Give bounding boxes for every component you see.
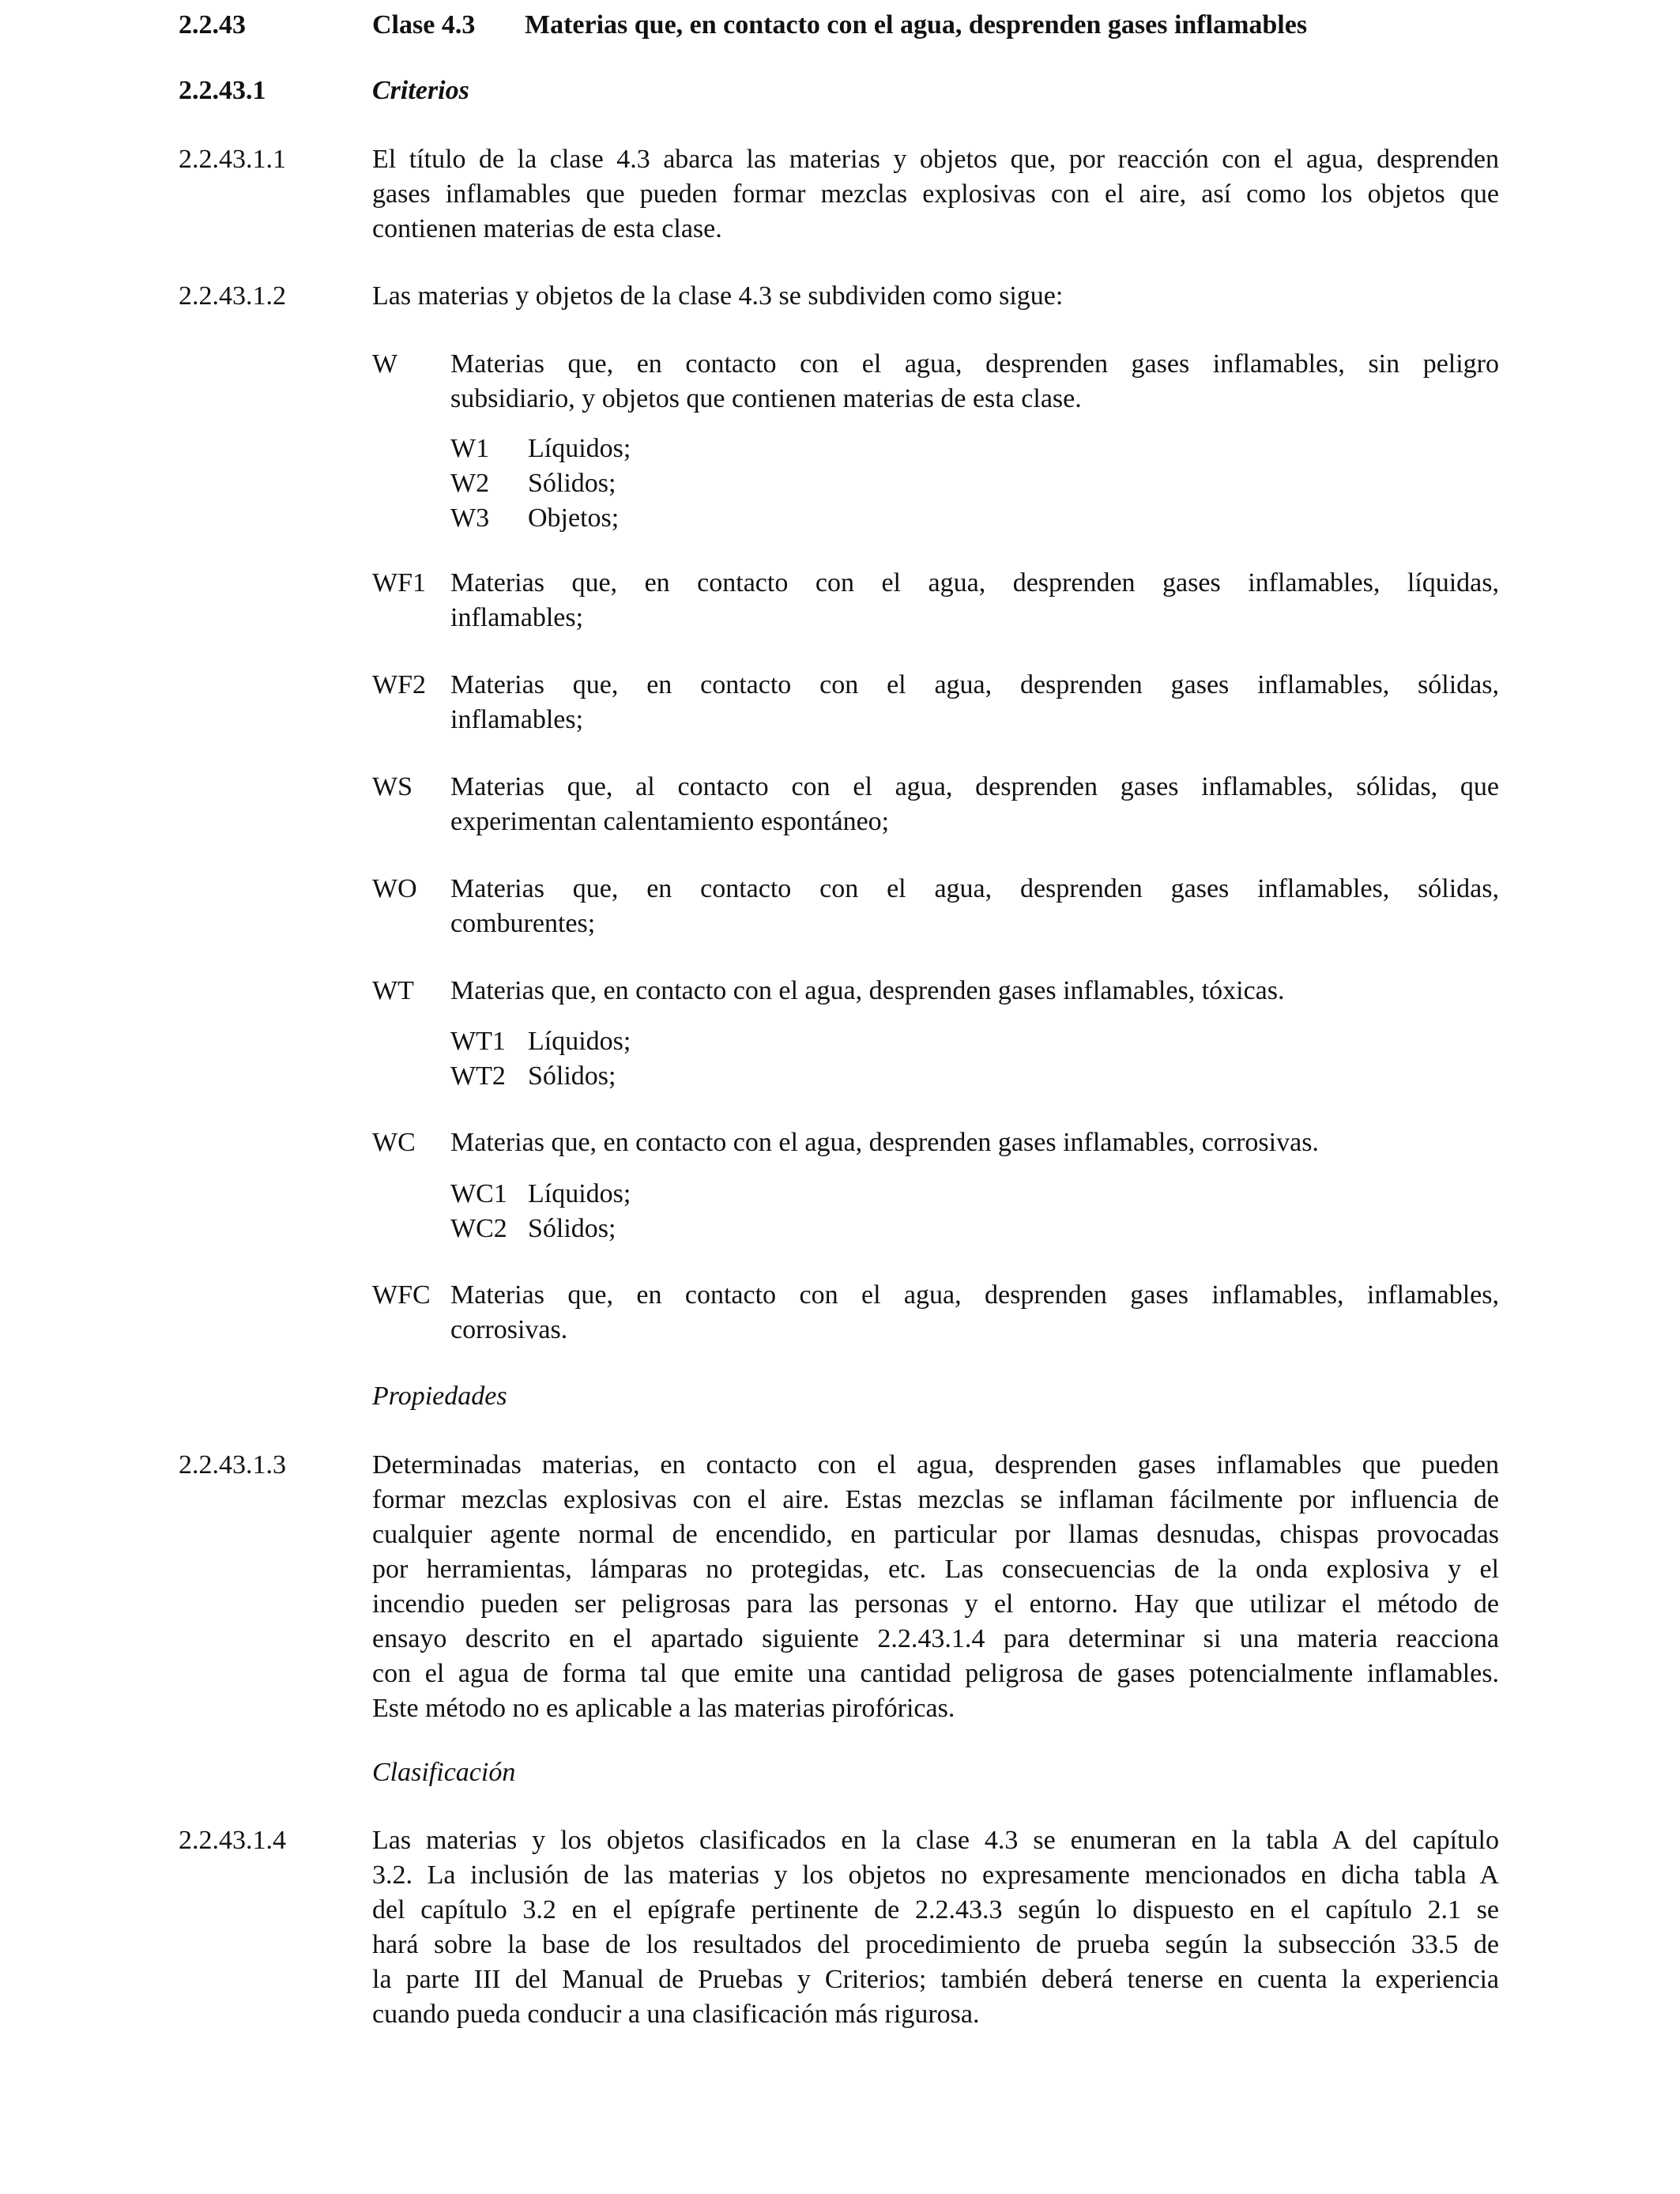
text-line: inflamables; (450, 603, 584, 632)
text-line: experimentan calentamiento espontáneo; (450, 807, 890, 836)
group-code: WT (372, 976, 414, 1005)
subheading-propiedades (372, 1379, 507, 1414)
group-code: WS (372, 772, 412, 801)
text-line: cuando pueda conducir a una clasificación más rigurosa. (372, 2000, 980, 2029)
paragraph-text (372, 142, 1499, 247)
text-line: El título de la clase 4.3 abarca las materias y objetos que, por reacción con el agua, desprenden (372, 145, 1499, 174)
subgroup-code: WC2 (450, 1214, 507, 1243)
paragraph-text (372, 1448, 1499, 1726)
text-line: la parte III del Manual de Pruebas y Criterios; también deberá tenerse en cuenta la experiencia (372, 1965, 1499, 1994)
subgroup-text: Sólidos; (528, 469, 616, 498)
text-line: Materias que, al contacto con el agua, desprenden gases inflamables, sólidas, que (450, 772, 1499, 801)
text-line: gases inflamables que pueden formar mezclas explosivas con el aire, así como los objetos que (372, 179, 1499, 209)
paragraph-number: 2.2.43.1.2 (179, 281, 286, 311)
text-line: Materias que, en contacto con el agua, desprenden gases inflamables, tóxicas. (450, 976, 1285, 1005)
text-line: hará sobre la base de los resultados del procedimiento de prueba según la subsección 33.5 de (372, 1930, 1499, 1959)
group-code: WO (372, 874, 417, 903)
subgroup-text: Líquidos; (528, 434, 631, 463)
subsection-title: Criterios (372, 76, 469, 105)
text-line: Materias que, en contacto con el agua, desprenden gases inflamables, sólidas, (450, 670, 1499, 699)
section-number: 2.2.43 (179, 10, 246, 40)
subgroup-text: Objetos; (528, 503, 620, 533)
text-line: del capítulo 3.2 en el epígrafe pertinente de 2.2.43.3 según lo dispuesto en el capítulo 2.1 se (372, 1895, 1499, 1924)
text-line: Materias que, en contacto con el agua, desprenden gases inflamables, sin peligro (450, 349, 1499, 379)
group-description (450, 872, 1499, 941)
text-line: Las materias y los objetos clasificados en la clase 4.3 se enumeran en la tabla A del capítulo (372, 1826, 1499, 1855)
subheading-clasificacion (372, 1755, 515, 1790)
subgroup-code: W3 (450, 503, 490, 533)
subgroup-text: Sólidos; (528, 1214, 616, 1243)
group-description (450, 1278, 1499, 1348)
subgroup-code: WT1 (450, 1027, 506, 1056)
class-label: Clase 4.3 (372, 10, 476, 40)
text-line: ensayo descrito en el apartado siguiente 2.2.43.1.4 para determinar si una materia reacciona (372, 1624, 1499, 1653)
paragraph-number: 2.2.43.1.3 (179, 1450, 286, 1480)
subgroup-text: Líquidos; (528, 1027, 631, 1056)
subgroup-text: Líquidos; (528, 1179, 631, 1208)
subgroup-code: WC1 (450, 1179, 507, 1208)
group-code: WC (372, 1128, 416, 1157)
text-line: incendio pueden ser peligrosas para las personas y el entorno. Hay que utilizar el método de (372, 1589, 1499, 1619)
text-line: con el agua de forma tal que emite una cantidad peligrosa de gases potencialmente inflamables. (372, 1659, 1499, 1688)
group-description (450, 770, 1499, 839)
subsection-number: 2.2.43.1 (179, 76, 266, 105)
group-description (450, 1125, 1499, 1160)
text-line: Materias que, en contacto con el agua, desprenden gases inflamables, sólidas, (450, 874, 1499, 903)
text-line: cualquier agente normal de encendido, en particular por llamas desnudas, chispas provocadas (372, 1520, 1499, 1549)
text-line: contienen materias de esta clase. (372, 214, 722, 243)
text-line: Determinadas materias, en contacto con el agua, desprenden gases inflamables que pueden (372, 1450, 1499, 1480)
group-code: WF2 (372, 670, 426, 699)
group-description (450, 668, 1499, 737)
text-line: Materias que, en contacto con el agua, desprenden gases inflamables, líquidas, (450, 568, 1499, 598)
text-line: inflamables; (450, 705, 584, 734)
text-line: subsidiario, y objetos que contienen materias de esta clase. (450, 384, 1082, 413)
text-line: comburentes; (450, 909, 596, 938)
paragraph-number: 2.2.43.1.4 (179, 1826, 286, 1855)
paragraph-number: 2.2.43.1.1 (179, 145, 286, 174)
group-description (450, 566, 1499, 635)
text-line: Materias que, en contacto con el agua, desprenden gases inflamables, inflamables, (450, 1280, 1499, 1310)
subgroup-code: W1 (450, 434, 490, 463)
group-description (450, 347, 1499, 417)
text-line: 3.2. La inclusión de las materias y los objetos no expresamente mencionados en dicha tabla A (372, 1860, 1499, 1890)
group-code: W (372, 349, 398, 379)
group-code: WFC (372, 1280, 431, 1310)
text-line: por herramientas, lámparas no protegidas, etc. Las consecuencias de la onda explosiva y el (372, 1555, 1499, 1584)
group-description (450, 974, 1499, 1008)
subgroup-code: WT2 (450, 1061, 506, 1091)
subheading-title: Clasificación (372, 1758, 516, 1787)
text-line: formar mezclas explosivas con el aire. Estas mezclas se inflaman fácilmente por influencia de (372, 1485, 1499, 1514)
text-line: Este método no es aplicable a las materias pirofóricas. (372, 1694, 955, 1723)
text-line: Materias que, en contacto con el agua, desprenden gases inflamables, corrosivas. (450, 1128, 1319, 1157)
subgroup-code: W2 (450, 469, 490, 498)
subgroup-text: Sólidos; (528, 1061, 616, 1091)
text-line: corrosivas. (450, 1315, 568, 1344)
paragraph-text (372, 279, 1499, 314)
section-title: Materias que, en contacto con el agua, desprenden gases inflamables (525, 10, 1308, 40)
subheading-title: Propiedades (372, 1382, 507, 1411)
text-line: Las materias y objetos de la clase 4.3 se subdividen como sigue: (372, 281, 1064, 311)
group-code: WF1 (372, 568, 426, 598)
paragraph-text (372, 1823, 1499, 2032)
